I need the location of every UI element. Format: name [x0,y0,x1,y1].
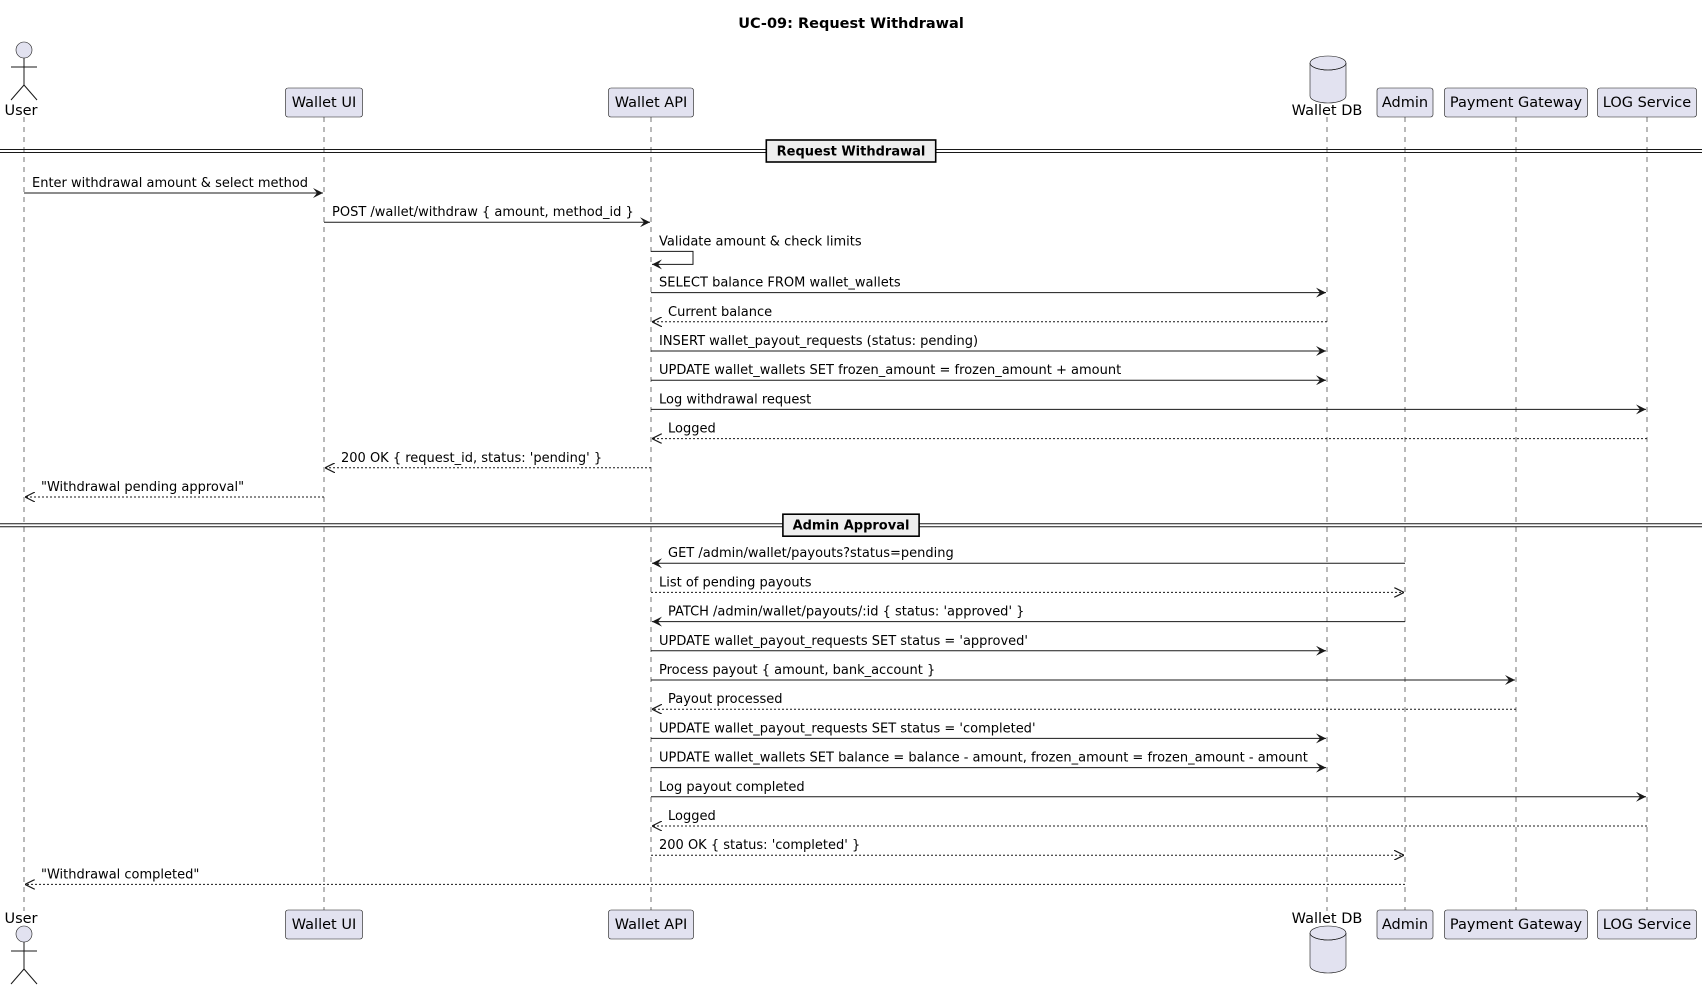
participant-label: User [4,103,38,119]
message-16 [651,663,1515,680]
message-label: SELECT balance FROM wallet_wallets [659,275,901,291]
message-label: PATCH /admin/wallet/payouts/:id { status: 'approved' } [668,604,1025,620]
message-5 [652,305,1327,322]
participant-api-bottom [609,910,694,939]
message-7 [651,363,1326,380]
diagram-title: UC-09: Request Withdrawal [738,16,964,32]
message-label: POST /wallet/withdraw { amount, method_id } [332,205,634,221]
message-21 [652,809,1647,826]
message-8 [651,392,1646,409]
message-label: "Withdrawal completed" [41,867,200,883]
message-12 [652,546,1405,563]
message-label: List of pending payouts [659,575,812,591]
actor-top [4,42,37,119]
actor-head [16,42,32,58]
message-17 [652,692,1516,709]
message-label: "Withdrawal pending approval" [41,480,245,495]
message-1 [24,176,323,193]
database-top [1292,56,1363,119]
message-20 [651,780,1646,797]
message-label: Log payout completed [659,779,805,795]
message-18 [651,721,1326,738]
message-label: Process payout { amount, bank_account } [659,663,936,678]
participant-label: User [4,911,38,927]
message-6 [651,334,1326,351]
section-label: Request Withdrawal [776,144,926,160]
message-label: UPDATE wallet_wallets SET frozen_amount = frozen_amount + amount [659,363,1122,379]
message-label: UPDATE wallet_payout_requests SET status = 'approved' [659,633,1028,649]
message-22 [651,838,1404,855]
actor-right-leg [24,969,37,984]
participant-log-bottom [1598,910,1697,939]
participant-admin-bottom [1377,910,1433,939]
actor-bottom [4,911,37,984]
message-4 [651,276,1326,293]
message-label: Log withdrawal request [659,392,812,408]
message-13 [651,575,1404,592]
participant-label: LOG Service [1602,95,1692,111]
participant-label: Wallet DB [1291,911,1363,927]
participant-log-top [1598,88,1697,117]
message-11 [25,480,324,497]
message-10 [325,451,651,468]
message-label: 200 OK { request_id, status: 'pending' } [341,450,603,466]
message-label: GET /admin/wallet/payouts?status=pending [668,546,954,562]
participant-label: Payment Gateway [1449,95,1583,111]
participant-label: Admin [1381,917,1429,933]
message-15 [651,634,1326,651]
participant-label: Wallet UI [291,917,357,933]
participant-gateway-top [1445,88,1588,117]
section-divider [0,514,1702,536]
actor-head [16,926,32,942]
participant-label: Wallet API [614,95,688,111]
participant-label: Admin [1381,95,1429,111]
message-label: Current balance [668,304,773,320]
message-label: UPDATE wallet_wallets SET balance = balance - amount, frozen_amount = frozen_amount - amount [659,750,1308,766]
message-3 [651,234,862,264]
participant-label: Wallet DB [1291,103,1363,119]
participant-gateway-bottom [1445,910,1588,939]
message-2 [324,205,650,222]
participant-label: Payment Gateway [1449,917,1583,933]
participant-api-top [609,88,694,117]
message-9 [652,422,1647,439]
message-19 [651,751,1326,768]
message-label: Logged [668,421,716,437]
participant-label: Wallet API [614,917,688,933]
message-arrow [651,251,693,264]
participant-ui-bottom [286,910,363,939]
section-divider [0,140,1702,162]
message-label: Enter withdrawal amount & select method [32,176,309,191]
section-label: Admin Approval [792,518,910,534]
database-bottom [1292,911,1363,973]
message-label: UPDATE wallet_payout_requests SET status = 'completed' [659,721,1036,737]
message-14 [652,605,1405,622]
message-label: Payout processed [668,692,783,708]
message-23 [25,867,1405,884]
participant-label: Wallet UI [291,95,357,111]
message-label: Validate amount & check limits [659,234,862,250]
message-label: INSERT wallet_payout_requests (status: pending) [659,334,979,349]
message-label: 200 OK { status: 'completed' } [659,838,861,854]
participant-label: LOG Service [1602,917,1692,933]
message-label: Logged [668,809,716,824]
actor-left-leg [11,85,24,100]
participant-ui-top [286,88,363,117]
participant-admin-top [1377,88,1433,117]
actor-right-leg [24,85,37,100]
actor-left-leg [11,969,24,984]
